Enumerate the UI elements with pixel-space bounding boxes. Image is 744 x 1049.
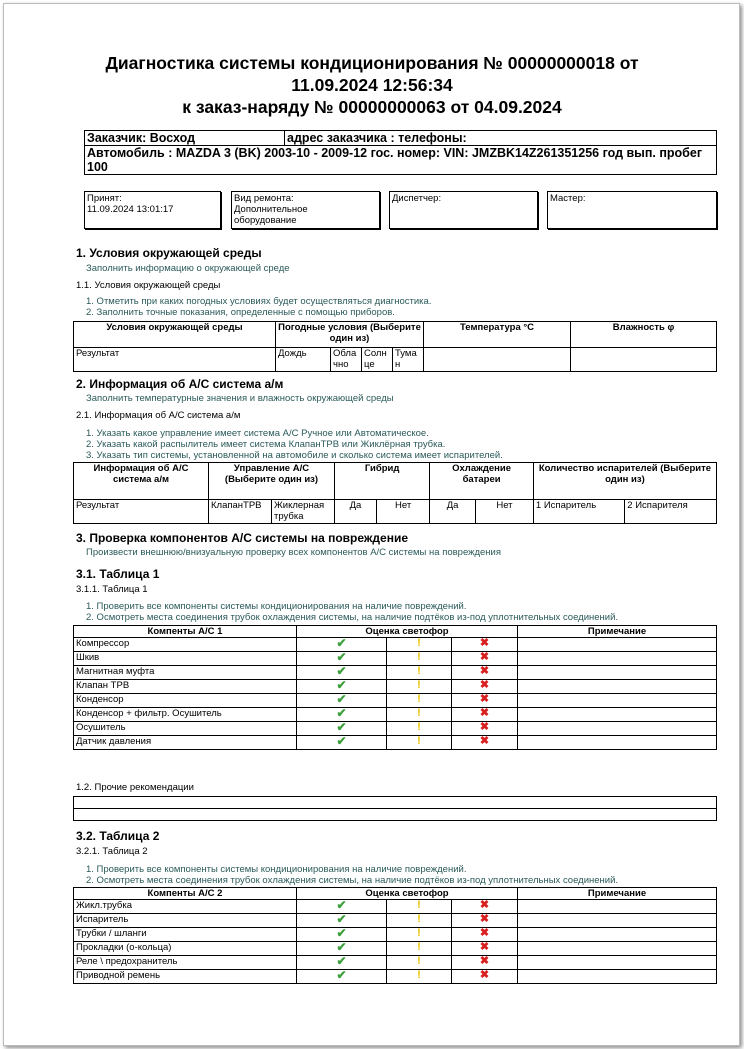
component-note — [518, 956, 717, 970]
control-orifice: Жиклерная трубка — [272, 500, 335, 524]
table2-item: 2. Осмотреть места соединения трубок охлаждения системы, на наличие подтёков из-под уплотнительных соединений. — [86, 875, 619, 886]
ac-info-table — [73, 462, 717, 524]
ac-info-th: Количество испарителей (Выберите один из) — [533, 463, 716, 500]
ac-info-row-label: Результат — [74, 500, 209, 524]
component-name: Клапан ТРВ — [74, 680, 297, 694]
section2-title: 2. Информация об A/C система а/м — [76, 377, 284, 391]
table2-sub: 3.2.1. Таблица 2 — [76, 846, 148, 857]
env-humidity-value — [571, 348, 717, 372]
status-warning-icon: ! — [387, 708, 452, 722]
accepted-label: Принят: — [87, 193, 122, 204]
env-th: Температура °C — [424, 322, 571, 348]
component-row — [74, 722, 717, 736]
component-note — [518, 722, 717, 736]
section2-item: 3. Указать тип системы, установленной на автомобиле и сколько система имеет испарителей. — [86, 450, 503, 461]
weather-rain: Дождь — [276, 348, 331, 372]
status-error-icon: ✖ — [452, 956, 518, 970]
section1-item: 1. Отметить при каких погодных условиях будет осуществляться диагностика. — [86, 296, 432, 307]
ac-info-th: Гибрид — [335, 463, 430, 500]
component-row — [74, 928, 717, 942]
status-ok-icon: ✔ — [297, 722, 387, 736]
status-warning-icon: ! — [387, 942, 452, 956]
battery-cooling-no: Нет — [475, 500, 533, 524]
dispatcher-box — [389, 191, 538, 229]
status-warning-icon: ! — [387, 970, 452, 984]
evaporator-one: 1 Испаритель — [533, 500, 624, 524]
table1-sub: 3.1.1. Таблица 1 — [76, 584, 148, 595]
ac-info-th: Охлаждение батареи — [430, 463, 534, 500]
status-ok-icon: ✔ — [297, 666, 387, 680]
component-row — [74, 956, 717, 970]
hybrid-no: Нет — [376, 500, 429, 524]
ac-info-th: Управление A/C (Выберите один из) — [209, 463, 335, 500]
table2-item: 1. Проверить все компоненты системы кондиционирования на наличие повреждений. — [86, 864, 467, 875]
component-name: Реле \ предохранитель — [74, 956, 297, 970]
section3-title: 3. Проверка компонентов A/C системы на повреждение — [76, 531, 408, 545]
dispatcher-label: Диспетчер: — [392, 193, 442, 204]
components1-th: Оценка светофор — [297, 626, 518, 638]
control-txv: КлапанТРВ — [209, 500, 272, 524]
section1-sub: 1.1. Условия окружающей среды — [76, 280, 221, 291]
status-warning-icon: ! — [387, 928, 452, 942]
car-cell: Автомобиль : MAZDA 3 (BK) 2003-10 - 2009-12 гос. номер: VIN: JMZBK14Z261351256 год вып. пробег 100 — [85, 146, 717, 175]
status-ok-icon: ✔ — [297, 652, 387, 666]
doc-title-line2: 11.09.2024 12:56:34 — [291, 75, 453, 95]
status-ok-icon: ✔ — [297, 680, 387, 694]
section2-sub: 2.1. Информация об A/C система а/м — [76, 410, 241, 421]
component-name: Трубки / шланги — [74, 928, 297, 942]
accepted-value: 11.09.2024 13:01:17 — [87, 204, 174, 215]
component-note — [518, 680, 717, 694]
status-ok-icon: ✔ — [297, 956, 387, 970]
component-row — [74, 736, 717, 750]
table1-item: 2. Осмотреть места соединения трубок охлаждения системы, на наличие подтёков из-под уплотнительных соединений. — [86, 612, 619, 623]
repair-type-value: Дополнительное оборудование — [234, 204, 308, 226]
table1-instructions — [86, 601, 618, 623]
env-row-label: Результат — [74, 348, 276, 372]
env-th: Влажность φ — [571, 322, 717, 348]
table2-instructions — [86, 864, 618, 886]
status-warning-icon: ! — [387, 652, 452, 666]
env-th: Условия окружающей среды — [74, 322, 276, 348]
status-ok-icon: ✔ — [297, 708, 387, 722]
component-row — [74, 708, 717, 722]
status-ok-icon: ✔ — [297, 970, 387, 984]
table1-title: 3.1. Таблица 1 — [76, 567, 160, 581]
status-ok-icon: ✔ — [297, 694, 387, 708]
repair-type-box — [231, 191, 380, 229]
battery-cooling-yes: Да — [430, 500, 476, 524]
component-note — [518, 928, 717, 942]
address-cell: адрес заказчика : телефоны: — [285, 131, 717, 146]
component-note — [518, 666, 717, 680]
component-row — [74, 666, 717, 680]
component-note — [518, 708, 717, 722]
status-warning-icon: ! — [387, 680, 452, 694]
ac-info-th: Информация об A/C система а/м — [74, 463, 209, 500]
component-row — [74, 680, 717, 694]
section3-desc: Произвести внешнюю/внизуальную проверку всех компонентов A/C системы на повреждения — [86, 547, 502, 558]
component-name: Шкив — [74, 652, 297, 666]
component-row — [74, 942, 717, 956]
component-name: Осушитель — [74, 722, 297, 736]
status-ok-icon: ✔ — [297, 914, 387, 928]
status-ok-icon: ✔ — [297, 900, 387, 914]
status-error-icon: ✖ — [452, 666, 518, 680]
components2-th: Примечание — [518, 888, 717, 900]
status-error-icon: ✖ — [452, 722, 518, 736]
section2-item: 1. Указать какое управление имеет система A/C Ручное или Автоматическое. — [86, 428, 429, 439]
hybrid-yes: Да — [335, 500, 377, 524]
status-error-icon: ✖ — [452, 652, 518, 666]
table2-title: 3.2. Таблица 2 — [76, 829, 160, 843]
components1-th: Примечание — [518, 626, 717, 638]
env-th: Погодные условия (Выберите один из) — [276, 322, 424, 348]
status-warning-icon: ! — [387, 736, 452, 750]
status-warning-icon: ! — [387, 722, 452, 736]
section1-item: 2. Заполнить точные показания, определенные с помощью приборов. — [86, 307, 395, 318]
component-note — [518, 900, 717, 914]
customer-cell: Заказчик: Восход — [85, 131, 285, 146]
component-name: Прокладки (о-кольца) — [74, 942, 297, 956]
components-table-2 — [73, 887, 717, 984]
status-warning-icon: ! — [387, 666, 452, 680]
components2-th: Оценка светофор — [297, 888, 518, 900]
status-ok-icon: ✔ — [297, 942, 387, 956]
component-row — [74, 694, 717, 708]
recommendations-table — [73, 796, 717, 821]
status-ok-icon: ✔ — [297, 638, 387, 652]
component-note — [518, 694, 717, 708]
component-name: Конденсор — [74, 694, 297, 708]
master-label: Мастер: — [550, 193, 586, 204]
component-note — [518, 736, 717, 750]
environment-table — [73, 321, 717, 372]
recommendation-row — [74, 797, 717, 809]
component-row — [74, 652, 717, 666]
status-error-icon: ✖ — [452, 900, 518, 914]
doc-title-line3: к заказ-наряду № 00000000063 от 04.09.2024 — [182, 97, 562, 117]
component-name: Датчик давления — [74, 736, 297, 750]
component-name: Конденсор + фильтр. Осушитель — [74, 708, 297, 722]
component-note — [518, 942, 717, 956]
status-error-icon: ✖ — [452, 694, 518, 708]
recommendation-row — [74, 809, 717, 821]
components1-th: Компенты A/C 1 — [74, 626, 297, 638]
status-warning-icon: ! — [387, 914, 452, 928]
component-name: Жикл.трубка — [74, 900, 297, 914]
status-warning-icon: ! — [387, 900, 452, 914]
status-error-icon: ✖ — [452, 914, 518, 928]
component-name: Испаритель — [74, 914, 297, 928]
section2-item: 2. Указать какой распылитель имеет система КлапанТРВ или Жиклёрная трубка. — [86, 439, 446, 450]
component-row — [74, 638, 717, 652]
component-name: Приводной ремень — [74, 970, 297, 984]
component-row — [74, 914, 717, 928]
master-box — [547, 191, 717, 229]
component-row — [74, 970, 717, 984]
weather-sunny: Солн це — [362, 348, 393, 372]
status-error-icon: ✖ — [452, 942, 518, 956]
component-note — [518, 914, 717, 928]
status-error-icon: ✖ — [452, 638, 518, 652]
doc-title-line1: Диагностика системы кондиционирования № 00000000018 от — [105, 53, 639, 73]
component-note — [518, 638, 717, 652]
section1-desc: Заполнить информацию о окружающей среде — [86, 263, 290, 274]
status-warning-icon: ! — [387, 956, 452, 970]
repair-type-label: Вид ремонта: — [234, 193, 294, 204]
evaporator-two: 2 Испарителя — [625, 500, 717, 524]
status-error-icon: ✖ — [452, 970, 518, 984]
component-name: Компрессор — [74, 638, 297, 652]
weather-fog: Тума н — [393, 348, 424, 372]
status-warning-icon: ! — [387, 638, 452, 652]
component-note — [518, 970, 717, 984]
component-name: Магнитная муфта — [74, 666, 297, 680]
status-ok-icon: ✔ — [297, 928, 387, 942]
status-error-icon: ✖ — [452, 736, 518, 750]
section1-title: 1. Условия окружающей среды — [76, 246, 262, 260]
components-table-1 — [73, 625, 717, 750]
order-header-table — [84, 130, 717, 175]
status-ok-icon: ✔ — [297, 736, 387, 750]
section1-instructions — [86, 296, 431, 318]
table1-item: 1. Проверить все компоненты системы кондиционирования на наличие повреждений. — [86, 601, 467, 612]
components2-th: Компенты A/C 2 — [74, 888, 297, 900]
recommendations-title: 1.2. Прочие рекомендации — [76, 782, 194, 793]
status-warning-icon: ! — [387, 694, 452, 708]
env-temp-value — [424, 348, 571, 372]
status-error-icon: ✖ — [452, 708, 518, 722]
weather-cloudy: Обла чно — [331, 348, 362, 372]
section2-desc: Заполнить температурные значения и влажность окружающей среды — [86, 393, 394, 404]
status-error-icon: ✖ — [452, 928, 518, 942]
component-row — [74, 900, 717, 914]
component-note — [518, 652, 717, 666]
status-error-icon: ✖ — [452, 680, 518, 694]
section2-instructions — [86, 428, 503, 461]
accepted-box — [84, 191, 221, 229]
